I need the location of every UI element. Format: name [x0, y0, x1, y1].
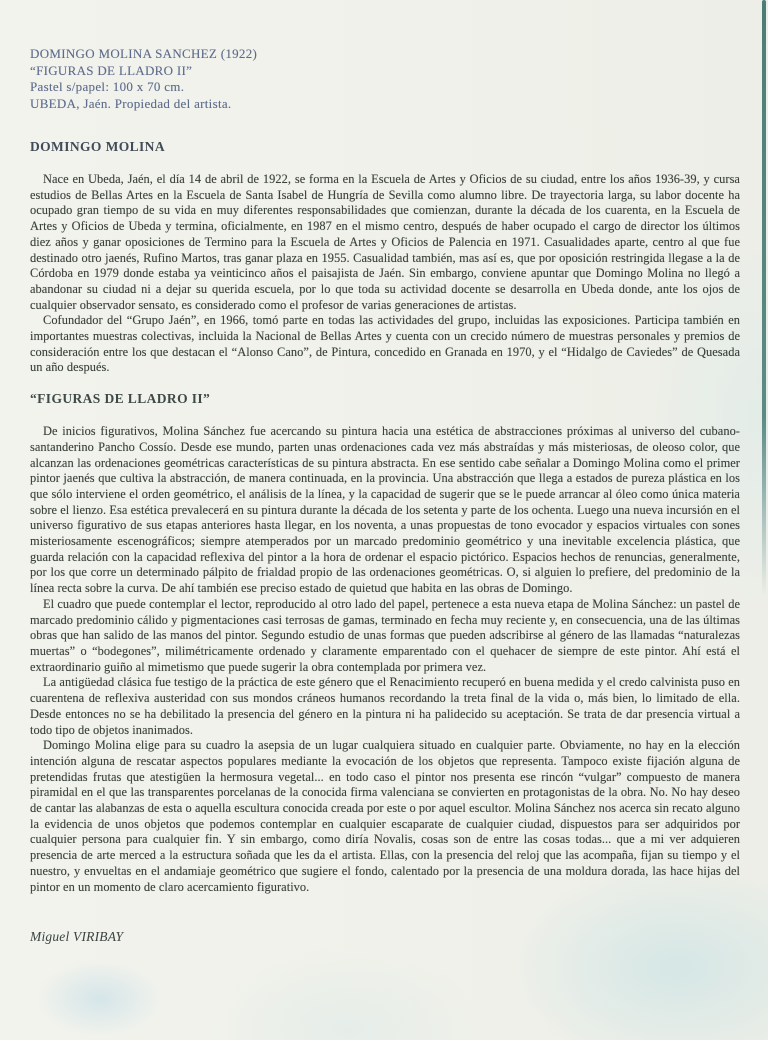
- artwork-caption-block: [30, 46, 740, 112]
- caption-location-line: UBEDA, Jaén. Propiedad del artista.: [30, 95, 232, 111]
- work-section-body: [30, 424, 740, 895]
- work-section-heading: “FIGURAS DE LLADRO II”: [30, 391, 211, 407]
- caption-title-line: “FIGURAS DE LLADRO II”: [30, 62, 193, 78]
- work-paragraph: La antigüedad clásica fue testigo de la práctica de este género que el Renacimiento recuperó en buena medida y el credo calvinista puso en cuarentena de reflexiva austeridad con sus mondos cráneos humanos recordando la treta final de la vida o, más bien, lo limitado de ella. Desde entonces no se ha debilitado la presencia del género en la pintura ni ha palidecido su aceptación. Se trata de dar presencia virtual a todo tipo de objetos inanimados.: [30, 675, 740, 737]
- page-content: [30, 46, 740, 945]
- caption-medium-line: Pastel s/papel: 100 x 70 cm.: [30, 79, 185, 94]
- bio-section-heading: DOMINGO MOLINA: [30, 139, 165, 154]
- caption-artist-line: DOMINGO MOLINA SANCHEZ (1922): [30, 46, 258, 61]
- bio-paragraph: Cofundador del “Grupo Jaén”, en 1966, tomó parte en todas las actividades del grupo, incluidas las exposiciones. Participa también en importantes muestras colectivas, incluida la Nacional de Bellas Artes y cuenta con un crecido número de muestras personales y premios de consideración entre los que destacan el “Alonso Cano”, de Pintura, concedido en Granada en 1970, y el “Hidalgo de Caviedes” de Quesada un año después.: [30, 313, 740, 375]
- bio-section-body: [30, 172, 740, 376]
- work-paragraph: El cuadro que puede contemplar el lector, reproducido al otro lado del papel, pertenece a esta nueva etapa de Molina Sánchez: un pastel de marcado predominio cálido y pigmentaciones casi terrosas de gamas, terminado en fecha muy reciente y, en consecuencia, una de las últimas obras que han salido de las manos del pintor. Segundo estudio de unas formas que pueden adscribirse al género de las llamadas “naturalezas muertas” o “bodegones”, milimétricamente ordenado y claramente emparentado con el quehacer de siempre de este pintor. Ahí está el extraordinario guiño al mimetismo que puede sugerir la obra contemplada por primera vez.: [30, 596, 740, 674]
- work-paragraph: Domingo Molina elige para su cuadro la asepsia de un lugar cualquiera situado en cualquier parte. Obviamente, no hay en la elección intención alguna de rescatar aspectos populares mediante la evocación de los objetos que representa. Tampoco existe fijación alguna de pretendidas frutas que atestigüen la hermosura vegetal... en todo caso el pintor nos presenta ese rincón “vulgar” compuesto de manera piramidal en el que las transparentes porcelanas de la conocida firma valenciana se convierten en protagonistas de la obra. No. No hay deseo de cantar las alabanzas de esta o aquella escultura conocida creada por este o por aquel escultor. Molina Sánchez nos acerca sin recato alguno la evidencia de unos objetos que podemos contemplar en cualquier escaparate de cualquier ciudad, dispuestos para ser adquiridos por cualquier persona para cualquier fin. Y sin embargo, como diría Novalis, cosas son de entre las cosas todas... que a mi ver adquieren presencia de arte merced a la estructura soñada que les da el artista. Ellas, con la presencia del reloj que las acompaña, fijan su tiempo y el nuestro, y envueltas en el andamiaje geométrico que sugiere el fondo, calentado por la presencia de una moldura dorada, las hace hijas del pintor en un momento de claro acercamiento figurativo.: [30, 738, 740, 894]
- work-paragraph: De inicios figurativos, Molina Sánchez fue acercando su pintura hacia una estética de abstracciones próximas al universo del cubano-santanderino Pancho Cossío. Desde ese mundo, parten unas ordenaciones cada vez más abstraídas y más misteriosas, de oleoso color, que alcanzan las ordenaciones geométricas características de su pintura abstracta. En ese sentido cabe señalar a Domingo Molina como el primer pintor jaenés que cultiva la abstracción, de manera continuada, en la provincia. Una abstracción que llega a estados de pureza plástica en los que sólo interviene el orden geométrico, el análisis de la línea, y la capacidad de sugerir que se le puede arrancar al óleo como única materia sobre el lienzo. Esa estética prevalecerá en su pintura durante la década de los setenta y parte de los ochenta. Luego una nueva incursión en el universo figurativo de sus etapas anteriores hasta llegar, en los noventa, a unas propuestas de tono evocador y espacios virtuales con sones misteriosamente escenográficos; siempre atemperados por un marcado predominio geométrico y una inevitable excelencia plástica, que guarda relación con la capacidad reflexiva del pintor a la hora de ordenar el espacio pictórico. Espacios hechos de renuncias, generalmente, por los que corre un determinado pálpito de frialdad propio de las ordenaciones geométricas. O, si alguien lo prefiere, del predominio de la línea recta sobre la curva. De ahí también ese preciso estado de quietud que habita en las obras de Domingo.: [30, 424, 740, 596]
- bio-paragraph: Nace en Ubeda, Jaén, el día 14 de abril de 1922, se forma en la Escuela de Artes y Oficios de su ciudad, entre los años 1936-39, y cursa estudios de Bellas Artes en la Escuela de Santa Isabel de Hungría de Sevilla como alumno libre. De trayectoria larga, su labor docente ha ocupado gran tiempo de su vida en muy diferentes responsabilidades que comienzan, durante la década de los cuarenta, en la Escuela de Artes y Oficios de Ubeda y termina, oficialmente, en 1987 en el mismo centro, después de haber ocupado el cargo de director los últimos diez años y ganar oposiciones de Termino para la Escuela de Artes y Oficios de Palencia en 1971. Casualidades aparte, centro al que fue destinado otro jaenés, Rufino Martos, tras ganar plaza en 1955. Casualidad también, mas así es, que por oposición restringida llegase a la de Córdoba en 1979 donde estaba ya veinticinco años el paisajista de Jaén. Sin embargo, conviene apuntar que Domingo Molina no llegó a abandonar su ciudad ni a dejar su querida escuela, por lo que toda su actividad docente se desarrolla en Ubeda donde, ante los ojos de cualquier observador sensato, es considerado como el profesor de varias generaciones de artistas.: [30, 172, 740, 312]
- author-signature: Miguel VIRIBAY: [30, 929, 124, 945]
- scan-edge-artifact: [762, 0, 766, 596]
